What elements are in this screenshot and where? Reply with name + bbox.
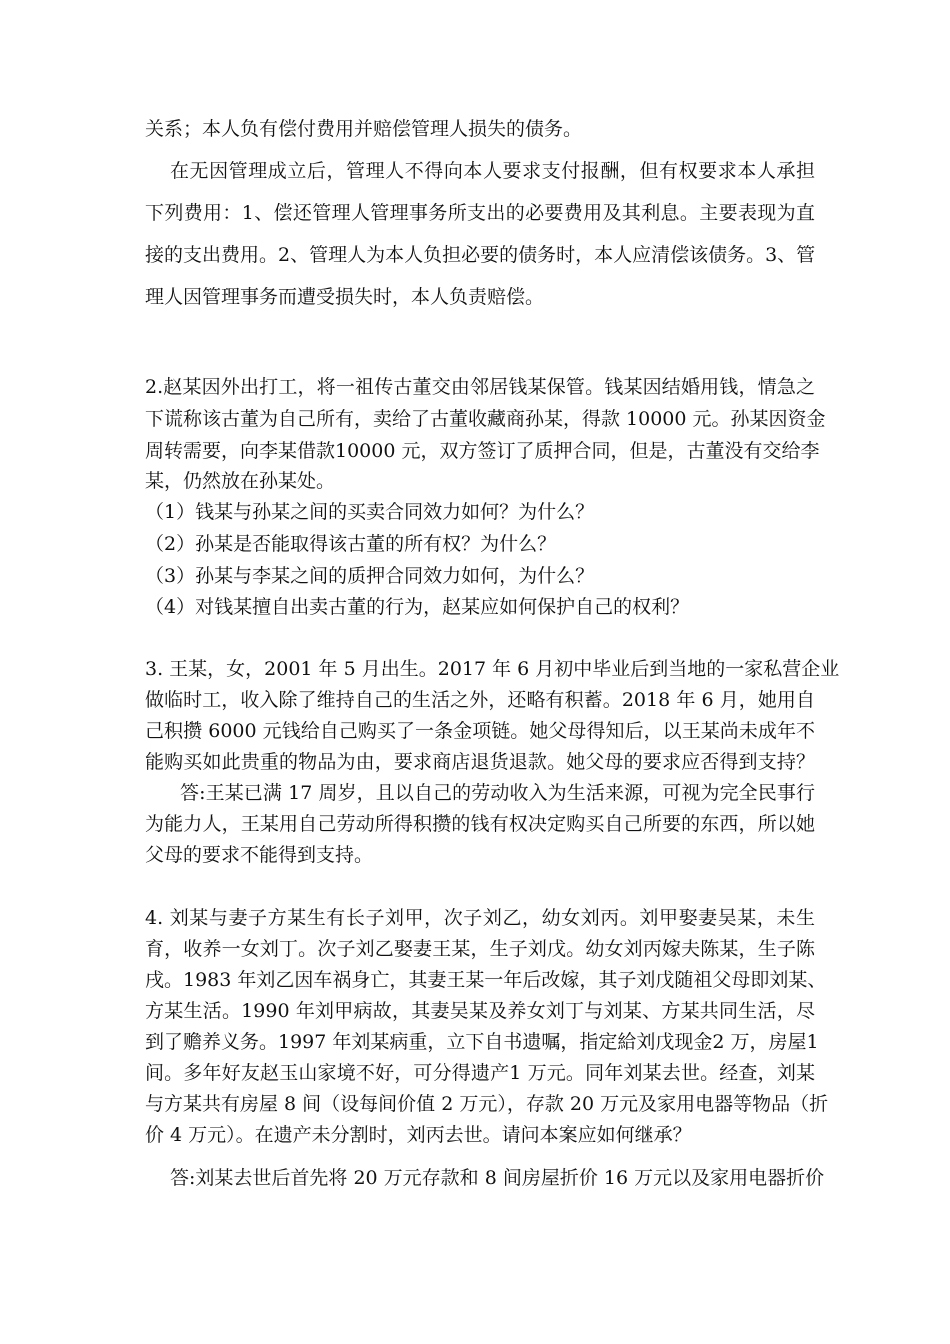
text-line: 己积攒 6000 元钱给自己购买了一条金项链。她父母得知后，以王某尚未成年不 <box>145 720 815 742</box>
text-line: 在无因管理成立后，管理人不得向本人要求支付报酬，但有权要求本人承担 <box>170 160 815 182</box>
answer-line: 答:刘某去世后首先将 20 万元存款和 8 间房屋折价 16 万元以及家用电器折价 <box>170 1167 825 1189</box>
text-line: 周转需要，向李某借款10000 元，双方签订了质押合同，但是，古董没有交给李 <box>145 440 820 462</box>
text-line: 方某生活。1990 年刘甲病故，其妻吴某及养女刘丁与刘某、方某共同生活，尽 <box>145 1000 815 1022</box>
question-item: （4）对钱某擅自出卖古董的行为，赵某应如何保护自己的权利？ <box>145 596 690 618</box>
answer-line: 答:王某已满 17 周岁，且以自己的劳动收入为生活来源，可视为完全民事行 <box>180 782 815 804</box>
text-line: 价 4 万元）。在遗产未分割时，刘丙去世。请问本案应如何继承？ <box>145 1124 692 1146</box>
text-line: 戌。1983 年刘乙因车祸身亡，其妻王某一年后改嫁，其子刘戊随祖父母即刘某、 <box>145 969 827 991</box>
question-item: （2）孙某是否能取得该古董的所有权？为什么？ <box>145 533 557 555</box>
text-line: 某，仍然放在孙某处。 <box>145 470 336 492</box>
text-line: 接的支出费用。2、管理人为本人负担必要的债务时，本人应清偿该债务。3、管 <box>145 244 816 266</box>
text-line: 下谎称该古董为自己所有，卖给了古董收藏商孙某，得款 10000 元。孙某因资金 <box>145 408 826 430</box>
text-line: 间。多年好友赵玉山家境不好，可分得遗产1 万元。同年刘某去世。经查，刘某 <box>145 1062 815 1084</box>
text-line: 2.赵某因外出打工，将一祖传古董交由邻居钱某保管。钱某因结婚用钱，情急之 <box>145 376 815 398</box>
text-line: 做临时工，收入除了维持自己的生活之外，还略有积蓄。2018 年 6 月，她用自 <box>145 689 815 711</box>
text-line: 与方某共有房屋 8 间（设每间价值 2 万元），存款 20 万元及家用电器等物品（折 <box>145 1093 829 1115</box>
text-line: 下列费用：1、偿还管理人管理事务所支出的必要费用及其利息。主要表现为直 <box>145 202 815 224</box>
text-line: 到了赡养义务。1997 年刘某病重，立下自书遗嘱，指定給刘戊现金2 万，房屋1 <box>145 1031 819 1053</box>
text-line: 关系；本人负有偿付费用并赔偿管理人损失的债务。 <box>145 118 583 140</box>
text-line: 4. 刘某与妻子方某生有长子刘甲，次子刘乙，幼女刘丙。刘甲娶妻吴某，未生 <box>145 907 815 929</box>
answer-line: 父母的要求不能得到支持。 <box>145 844 374 866</box>
question-item: （3）孙某与李某之间的质押合同效力如何，为什么？ <box>145 565 595 587</box>
answer-line: 为能力人，王某用自己劳动所得积攒的钱有权决定购买自己所要的东西，所以她 <box>145 813 815 835</box>
text-line: 3. 王某，女，2001 年 5 月出生。2017 年 6 月初中毕业后到当地的一家私营企业 <box>145 658 840 680</box>
text-line: 理人因管理事务而遭受损失时，本人负责赔偿。 <box>145 286 545 308</box>
question-item: （1）钱某与孙某之间的买卖合同效力如何？为什么？ <box>145 501 595 523</box>
text-line: 能购买如此贵重的物品为由，要求商店退货退款。她父母的要求应否得到支持？ <box>145 751 815 773</box>
text-line: 育，收养一女刘丁。次子刘乙娶妻王某，生子刘戊。幼女刘丙嫁夫陈某，生子陈 <box>145 938 815 960</box>
